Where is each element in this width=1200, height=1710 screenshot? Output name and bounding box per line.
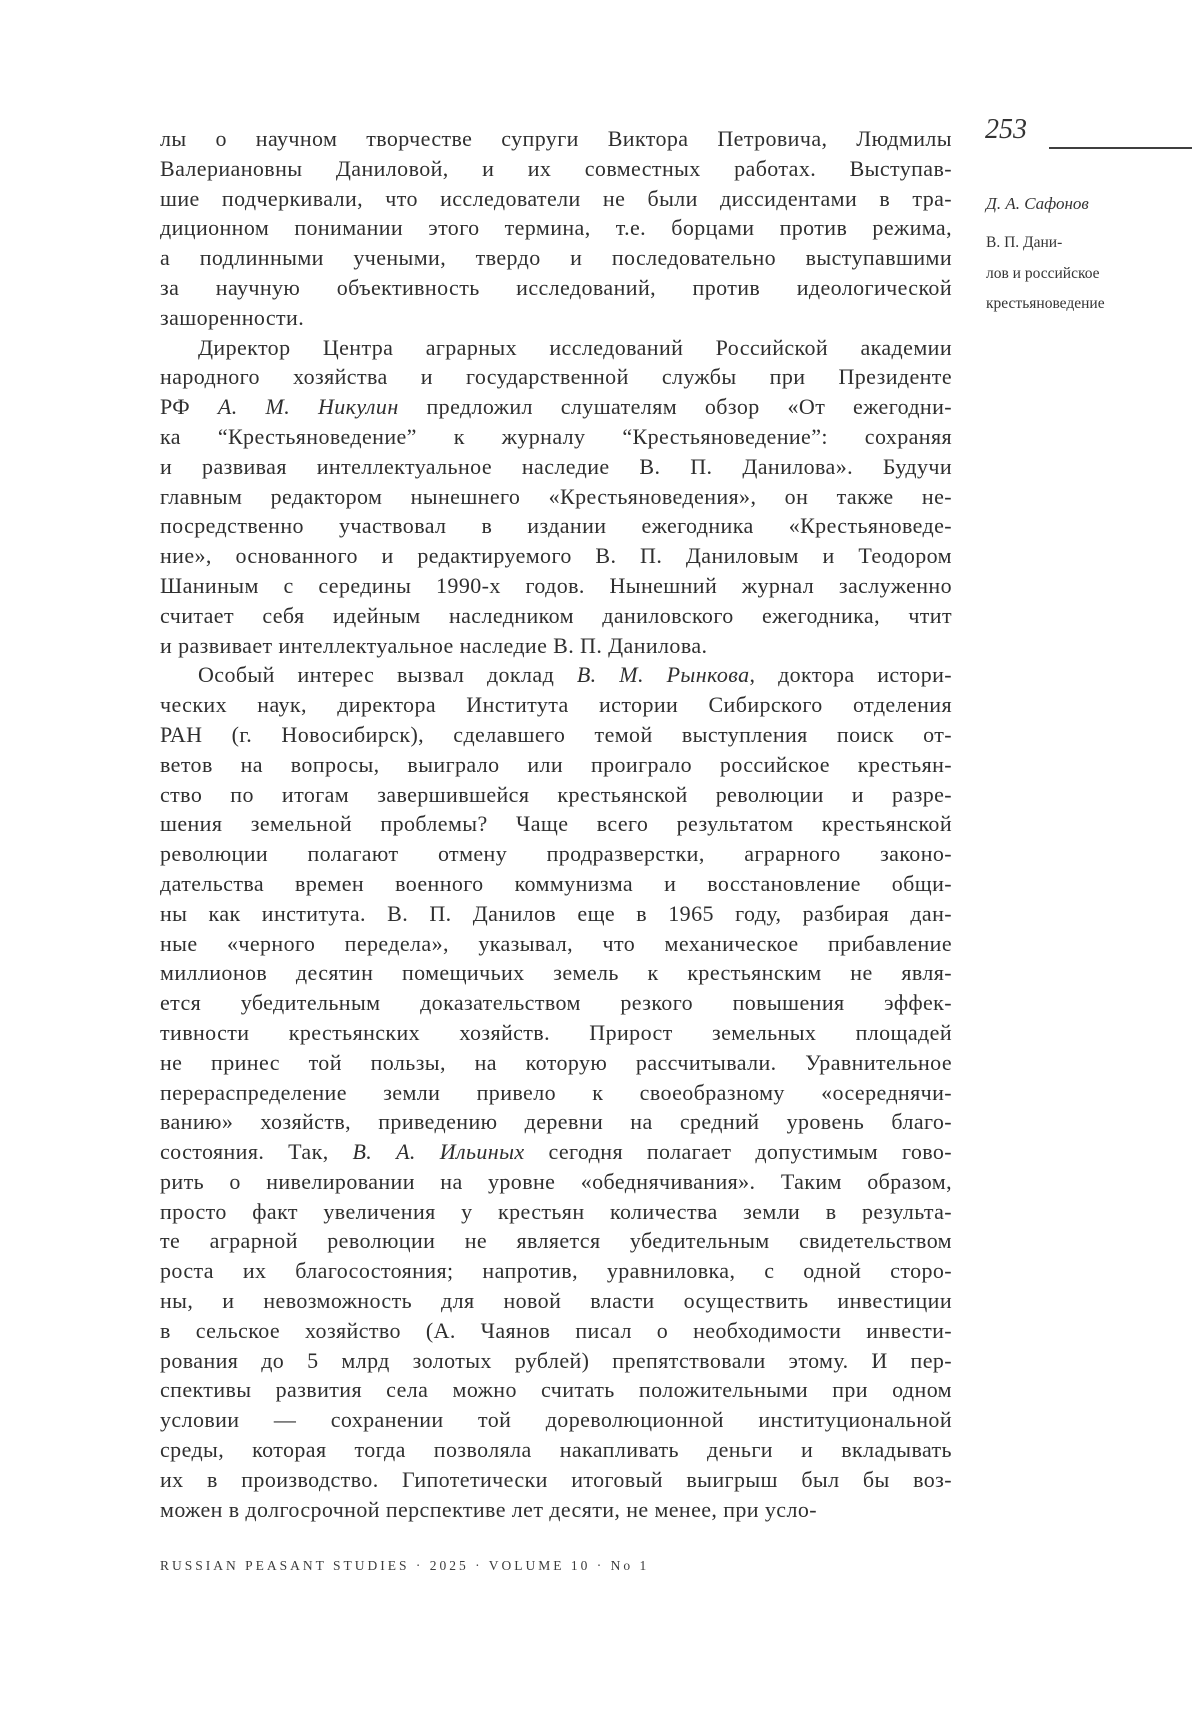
text-line: шения земельной проблемы? Чаще всего результатом крестьянской <box>160 811 952 837</box>
journal-footer: RUSSIAN PEASANT STUDIES · 2025 · VOLUME 10 · No 1 <box>160 1558 650 1573</box>
text-line: Директор Центра аграрных исследований Российской академии <box>198 334 952 360</box>
text-line: роста их благосостояния; напротив, уравниловка, с одной сторо- <box>160 1258 952 1284</box>
margin-note-title <box>986 228 1191 320</box>
text-line: лы о научном творчестве супруги Виктора Петровича, Людмилы <box>160 126 952 151</box>
text-line: ны, и невозможность для новой власти осуществить инвестиции <box>160 1288 952 1314</box>
text-line: Валериановны Даниловой, и их совместных работах. Выступав- <box>160 155 952 181</box>
text-line: Шаниным с середины 1990-х годов. Нынешний журнал заслуженно <box>160 572 952 598</box>
text-line: ветов на вопросы, выиграло или проиграло российское крестьян- <box>160 751 952 777</box>
text-line: ческих наук, директора Института истории Сибирского отделения <box>160 692 952 718</box>
text-line: и развивая интеллектуальное наследие В. П. Данилова». Будучи <box>160 453 952 479</box>
page-number: 253 <box>985 114 1027 145</box>
text-line: считает себя идейным наследником даниловского ежегодника, чтит <box>160 602 952 628</box>
text-line: среды, которая тогда позволяла накапливать деньги и вкладывать <box>160 1437 952 1463</box>
margin-note-author: Д. А. Сафонов <box>986 194 1089 213</box>
text-line: условии — сохранении той дореволюционной институциональной <box>160 1407 952 1433</box>
text-line: РАН (г. Новосибирск), сделавшего темой выступления поиск от- <box>160 721 952 747</box>
text-line: можен в долгосрочной перспективе лет десяти, не менее, при усло- <box>160 1496 817 1522</box>
text-line: ется убедительным доказательством резкого повышения эффек- <box>160 990 952 1016</box>
text-line: ны как института. В. П. Данилов еще в 1965 году, разбирая дан- <box>160 900 952 926</box>
text-line: за научную объективность исследований, против идеологической <box>160 274 952 300</box>
text-line: рования до 5 млрд золотых рублей) препятствовали этому. И пер- <box>160 1347 952 1373</box>
text-line: тивности крестьянских хозяйств. Прирост земельных площадей <box>160 1019 952 1045</box>
header-rule <box>1049 147 1192 149</box>
margin-note-title-line: В. П. Дани- <box>986 234 1063 251</box>
text-line: ние», основанного и редактируемого В. П. Даниловым и Теодором <box>160 543 952 569</box>
text-line: шие подчеркивали, что исследователи не были диссидентами в тра- <box>160 185 952 211</box>
text-line: не принес той пользы, на которую рассчитывали. Уравнительное <box>160 1049 952 1075</box>
margin-note-title-line: лов и российское <box>986 264 1100 282</box>
text-line: те аграрной революции не является убедительным свидетельством <box>160 1228 952 1254</box>
text-line: спективы развития села можно считать положительными при одном <box>160 1377 952 1403</box>
text-line: миллионов десятин помещичьих земель к крестьянским не явля- <box>160 960 952 986</box>
text-line: диционном понимании этого термина, т.е. борцами против режима, <box>160 215 952 241</box>
text-line: перераспределение земли привело к своеобразному «осереднячи- <box>160 1079 952 1105</box>
text-line: Особый интерес вызвал доклад В. М. Рынкова, доктора истори- <box>198 662 952 688</box>
text-line: а подлинными учеными, твердо и последовательно выступавшими <box>160 245 952 271</box>
text-line: рить о нивелировании на уровне «обеднячивания». Таким образом, <box>160 1168 952 1194</box>
text-line: революции полагают отмену продразверстки, аграрного законо- <box>160 841 952 867</box>
text-line: ство по итогам завершившейся крестьянской революции и разре- <box>160 781 952 807</box>
text-line: и развивает интеллектуальное наследие В. П. Данилова. <box>160 632 708 658</box>
text-line: главным редактором нынешнего «Крестьяноведения», он также не- <box>160 483 952 509</box>
text-line: дательства времен военного коммунизма и восстановление общи- <box>160 870 952 896</box>
text-line: посредственно участвовал в издании ежегодника «Крестьяноведе- <box>160 513 952 539</box>
margin-note <box>986 192 1191 320</box>
text-line: ванию» хозяйств, приведению деревни на средний уровень благо- <box>160 1109 952 1135</box>
margin-note-title-line: крестьяноведение <box>986 295 1105 312</box>
text-line: их в производство. Гипотетически итоговый выигрыш был бы воз- <box>160 1466 952 1492</box>
text-line: просто факт увеличения у крестьян количества земли в результа- <box>160 1198 952 1224</box>
text-line: ные «черного передела», указывал, что механическое прибавление <box>160 930 952 956</box>
text-line: состояния. Так, В. А. Ильиных сегодня полагает допустимым гово- <box>160 1139 952 1165</box>
text-line: в сельское хозяйство (А. Чаянов писал о необходимости инвести- <box>160 1317 952 1343</box>
text-line: ка “Крестьяноведение” к журналу “Крестьяноведение”: сохраняя <box>160 423 952 449</box>
article-body <box>160 124 952 1524</box>
text-line: народного хозяйства и государственной службы при Президенте <box>160 364 952 390</box>
text-line: РФ А. М. Никулин предложил слушателям обзор «От ежегодни- <box>160 394 953 420</box>
text-line: зашоренности. <box>160 304 305 330</box>
